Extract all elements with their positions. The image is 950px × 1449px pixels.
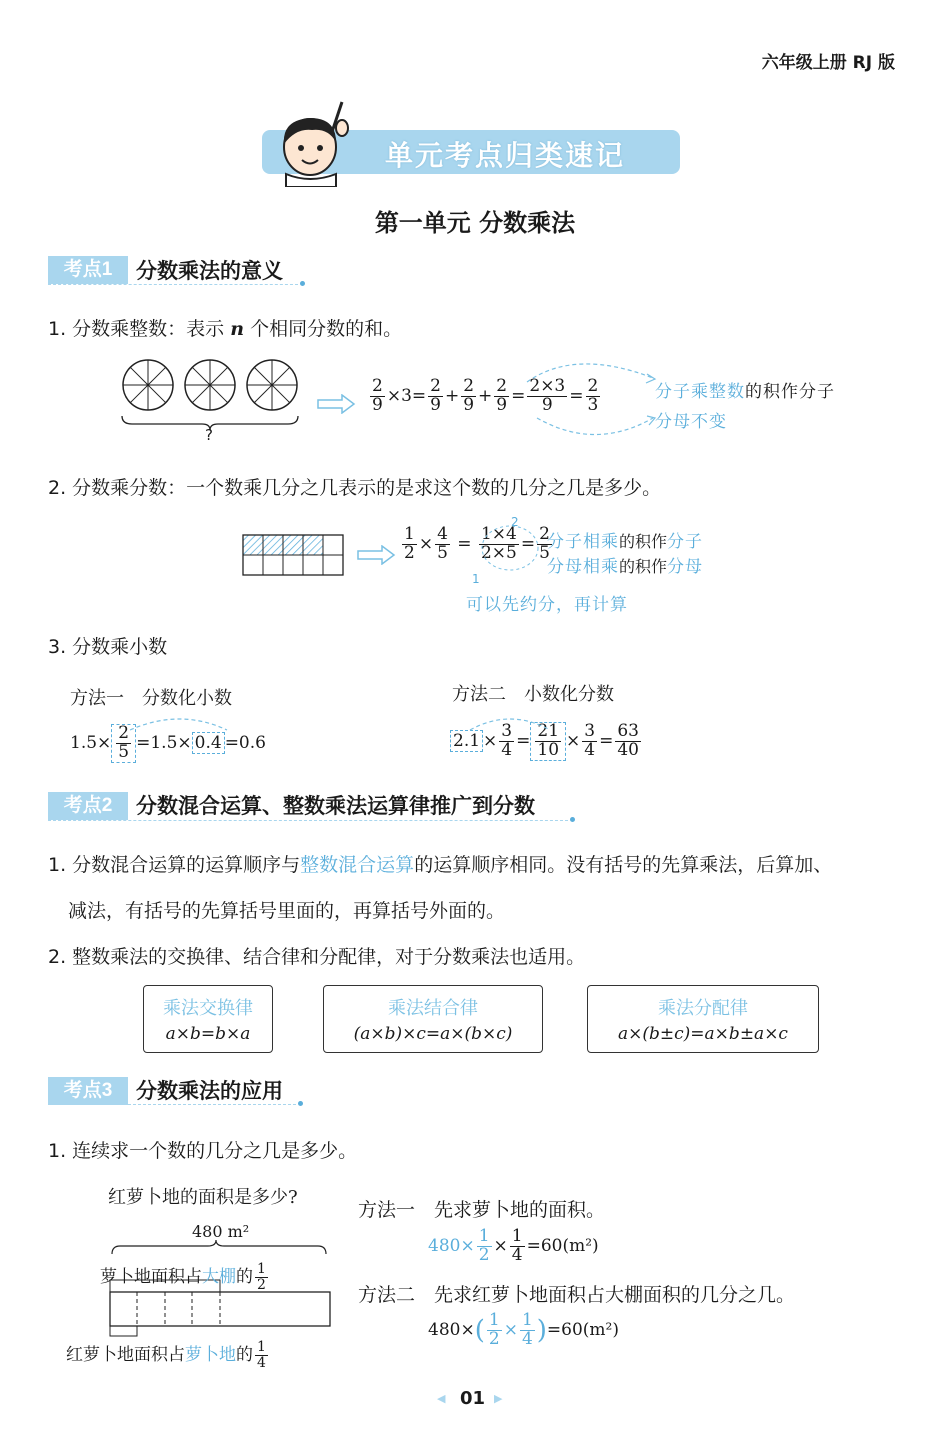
law-box-commutative [143, 985, 273, 1053]
note-mul-den-b: 的积作 [619, 557, 668, 576]
area-label: 480 m² [192, 1222, 250, 1241]
law-formula-distributive: a×(b±c)=a×b±a×c [618, 1024, 788, 1044]
frac-2-9-b: $\frac{2}{9}$ [430, 376, 441, 415]
cartoon-boy-icon [272, 92, 352, 187]
note-mul-den-a: 分母相乘 [547, 557, 619, 577]
item-1-1-rest: 个相同分数的和。 [250, 318, 403, 340]
annotation-curves-1 [515, 356, 660, 442]
frac-1-2: $\frac{1}{2}$ [404, 524, 415, 563]
item-1-1-label: 1. 分数乘整数：表示 [48, 318, 225, 340]
note-numerator [655, 377, 835, 402]
frac-2-3: $\frac{2}{3}$ [587, 376, 599, 415]
label-red-b: 萝卜地 [185, 1345, 236, 1365]
law-box-associative [323, 985, 543, 1053]
f4-frac-quarter: $\frac{1}{4}$ [511, 1226, 523, 1265]
arrow-icon [316, 394, 356, 414]
label-radish-c: 的 [236, 1267, 253, 1287]
formula-5 [428, 1312, 619, 1349]
f3b-frac-box: $\frac{21}{10}$ [530, 722, 566, 761]
frac-2-9-a: $\frac{2}{9}$ [372, 376, 383, 415]
note-numerator-blue: 分子乘整数 [655, 382, 745, 402]
frac-2-9-d: $\frac{2}{9}$ [496, 376, 508, 415]
frac-1x4-2x5: $\frac{1\times 4}{2\times 5}$ [480, 524, 517, 563]
law-formula-commutative: a×b=b×a [165, 1024, 251, 1044]
unit-title: 第一单元 分数乘法 [374, 209, 576, 237]
law-box-distributive [587, 985, 819, 1053]
label-red-c: 的 [236, 1345, 253, 1365]
page-number: 01 [460, 1388, 486, 1409]
method-2-title: 方法二 小数化分数 [452, 684, 614, 705]
cancel-bottom: 1 [472, 572, 480, 586]
arrow-icon-2 [356, 545, 396, 565]
question-mark: ? [205, 426, 213, 444]
f3a-part-a: 1.5× [70, 732, 112, 753]
label-frac-half: $\frac{1}{2}$ [257, 1261, 266, 1293]
section-underline-3 [48, 1104, 296, 1105]
frac-2x3-9: $\frac{2\times 3}{9}$ [529, 376, 566, 415]
annotation-curves-2 [470, 518, 550, 590]
frac-2-9-c: $\frac{2}{9}$ [463, 376, 475, 415]
method-3-1-title: 方法一 先求萝卜地的面积。 [358, 1199, 606, 1221]
section-dot-3 [298, 1101, 303, 1106]
note-mul-den-c: 分母 [667, 557, 704, 577]
item-2-1-line2: 减法，有括号的先算括号里面的，再算括号外面的。 [68, 900, 506, 922]
item-1-3-label: 3. 分数乘小数 [48, 636, 168, 658]
grade-label: 六年级上册 RJ 版 [761, 53, 895, 73]
section-underline-1 [48, 284, 298, 285]
f5-a: 480× [428, 1319, 475, 1340]
annotation-curve-3b [465, 714, 555, 734]
question-text: 红萝卜地的面积是多少? [108, 1187, 298, 1208]
label-red-radish-share [66, 1340, 270, 1371]
frac-4-5: $\frac{4}{5}$ [437, 524, 448, 563]
formula-4 [428, 1228, 599, 1265]
section-badge-2: 考点2 [48, 792, 128, 820]
f3b-decimal-box: 2.1 [450, 730, 483, 752]
note-denominator: 分母不变 [655, 412, 727, 432]
eq-1: = [411, 385, 427, 406]
law-title-commutative: 乘法交换律 [163, 998, 253, 1019]
f3b-frac-3-4-b: $\frac{3}{4}$ [584, 721, 596, 760]
note-numerator-black: 的积作分子 [745, 382, 835, 402]
item-2-1-c: 的运算顺序相同。没有括号的先算乘法，后算加、 [414, 854, 833, 876]
f3b-times2: × [566, 730, 581, 751]
method-1-title: 方法一 分数化小数 [70, 688, 232, 709]
item-2-1-a: 1. 分数混合运算的运算顺序与 [48, 854, 301, 876]
f3a-decimal-box: 0.4 [192, 732, 225, 754]
note-mul-num-b: 的积作 [619, 532, 668, 551]
label-radish-b: 大棚 [202, 1267, 236, 1287]
plus-2: + [478, 385, 493, 406]
f4-a: 480× [428, 1235, 475, 1256]
section-title-1: 分数乘法的意义 [136, 259, 283, 283]
note-mul-num-a: 分子相乘 [547, 532, 619, 552]
section-title-2: 分数混合运算、整数乘法运算律推广到分数 [136, 794, 535, 818]
item-1-2-label: 2. 分数乘分数：一个数乘几分之几表示的是求这个数的几分之几是多少。 [48, 477, 662, 499]
note-mul-num-c: 分子 [667, 532, 704, 552]
item-2-1 [48, 850, 832, 877]
section-dot-1 [300, 281, 305, 286]
annotation-curve-3a [125, 714, 235, 734]
f3a-part-c: =0.6 [224, 732, 266, 753]
section-badge-3: 考点3 [48, 1077, 128, 1105]
label-radish-a: 萝卜地面积占 [100, 1267, 202, 1287]
f5-result: =60(m²) [546, 1319, 619, 1340]
f3b-eq: = [516, 730, 531, 751]
law-title-associative: 乘法结合律 [388, 998, 478, 1019]
formula-2: $\frac{1}{2}$ × $\frac{4}{5}$ = $\frac{1\times 4}{2\times 5}$ = $\frac{2}{5}$ [404, 524, 550, 563]
label-radish-share [100, 1262, 270, 1293]
section-title-3: 分数乘法的应用 [136, 1079, 283, 1103]
banner-text: 单元考点归类速记 [385, 139, 626, 172]
f3b-times: × [483, 730, 498, 751]
item-2-1-b: 整数混合运算 [300, 854, 415, 876]
note-mul-denominator [547, 552, 703, 577]
times-3: ×3 [386, 385, 412, 406]
eq-2: = [511, 385, 526, 406]
f3b-frac-63-40: $\frac{63}{40}$ [617, 721, 639, 760]
f5-frac-half: $\frac{1}{2}$ [488, 1310, 500, 1349]
f3a-frac-box: $\frac{2}{5}$ [111, 724, 136, 763]
frac-2-5: $\frac{2}{5}$ [539, 524, 550, 563]
page-prev-icon: ◀ [437, 1392, 446, 1405]
page-next-icon: ▶ [494, 1392, 503, 1405]
f5-times: × [503, 1319, 518, 1340]
section-underline-2 [48, 820, 568, 821]
section-dot-2 [570, 817, 575, 822]
item-2-2: 2. 整数乘法的交换律、结合律和分配律，对于分数乘法也适用。 [48, 946, 586, 968]
f5-rparen: ) [536, 1315, 547, 1346]
f3b-eq2: = [599, 730, 614, 751]
f4-frac-half: $\frac{1}{2}$ [478, 1226, 490, 1265]
section-badge-1: 考点1 [48, 256, 128, 284]
note-mul-numerator [547, 527, 703, 552]
f4-result: =60(m²) [526, 1235, 599, 1256]
f4-times: × [493, 1235, 508, 1256]
cancel-top: 2 [511, 515, 519, 529]
law-title-distributive: 乘法分配律 [658, 998, 748, 1019]
eq-3: = [569, 385, 584, 406]
field-diagram [104, 1240, 336, 1350]
f5-frac-quarter: $\frac{1}{4}$ [521, 1310, 533, 1349]
law-formula-associative: (a×b)×c=a×(b×c) [353, 1024, 513, 1044]
label-frac-quarter: $\frac{1}{4}$ [257, 1339, 266, 1371]
item-1-1 [48, 314, 402, 341]
plus-1: + [444, 385, 460, 406]
item-3-1: 1. 连续求一个数的几分之几是多少。 [48, 1140, 358, 1162]
f3b-frac-3-4: $\frac{3}{4}$ [501, 721, 513, 760]
item-1-1-var: n [230, 318, 245, 340]
f3a-part-b: =1.5× [136, 732, 192, 753]
method-3-2-title: 方法二 先求红萝卜地面积占大棚面积的几分之几。 [358, 1284, 796, 1306]
grid-diagram [242, 534, 344, 576]
label-red-a: 红萝卜地面积占 [66, 1345, 185, 1365]
f5-lparen: ( [474, 1315, 485, 1346]
note-simplify: 可以先约分，再计算 [466, 595, 628, 615]
